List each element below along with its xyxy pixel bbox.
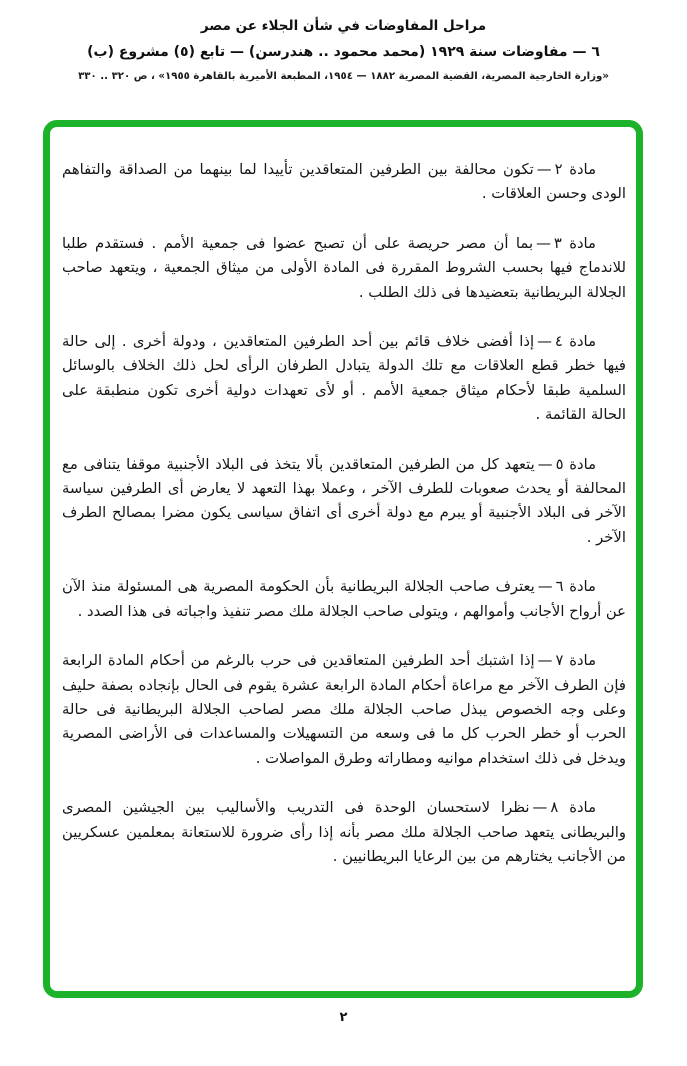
article-label: مادة ٦ — [555, 578, 596, 596]
article-body: يعترف صاحب الجلالة البريطانية بأن الحكومة المصرية هى المسئولة منذ الآن عن أرواح الأجانب وأموالهم ، ويتولى صاحب الجلالة ملك مصر تنفيذ واجباته فى هذا الصدد . — [62, 578, 626, 620]
page-number: ٢ — [339, 1010, 348, 1025]
article-label: مادة ٤ — [554, 333, 596, 351]
article-body: يتعهد كل من الطرفين المتعاقدين بألا يتخذ فى البلاد الأجنبية موقفا يتنافى مع المحالفة أو يحدث صعوبات للطرف الآخر ، وعملا بهذا التعهد لا يعارض أى الطرفين سياسة الآخر فى البلاد الأجنبية أو يبرم مع دولة أخرى أى اتفاق سياسى يكون مضرا بمصالح الطرف الآخر . — [62, 455, 626, 546]
article-dash: — — [536, 234, 551, 252]
article-dash: — — [532, 799, 548, 817]
article-paragraph-4 — [62, 330, 626, 428]
article-dash: — — [537, 652, 553, 670]
article-body: إذا اشتبك أحد الطرفين المتعاقدين فى حرب بالرغم من أحكام المادة الرابعة فإن الطرف الآخر مع مراعاة أحكام المادة الرابعة عشرة يقوم فى الحال بإنجاده بصفة حليف وعلى وجه الخصوص يبذل صاحب الجلالة ملك مصر لصاحب الجلالة البريطانية فى حالة الحرب أو خطر الحرب كل ما فى وسعه من التسهيلات والمساعدات فى الأراضى المصرية ويدخل فى ذلك استخدام موانيه ومطاراته وطرق المواصلات . — [62, 652, 626, 767]
article-body: بما أن مصر حريصة على أن تصبح عضوا فى جمعية الأمم . فستقدم طلبا للاندماج فيها بحسب الشروط المقررة فى المادة الأولى من ميثاق الجمعية ، ويتعهد صاحب الجلالة البريطانية بتعضيدها فى ذلك الطلب . — [62, 234, 626, 301]
article-dash: — — [537, 333, 552, 351]
article-label: مادة ٧ — [555, 652, 596, 670]
article-dash: — — [536, 161, 552, 178]
source-citation: «وزارة الخارجية المصرية، القضية المصرية ١٨٨٢ — ١٩٥٤، المطبعة الأميرية بالقاهرة ١٩٥٥» ، ص ٣٢٠ .. ٣٣٠ — [78, 71, 609, 82]
article-paragraph-5 — [62, 453, 626, 551]
article-label: مادة ٥ — [555, 455, 596, 473]
article-label: مادة ٣ — [553, 234, 596, 252]
article-paragraph-3 — [62, 232, 626, 305]
article-dash: — — [537, 455, 553, 473]
articles-content — [50, 127, 636, 869]
article-paragraph-8 — [62, 796, 626, 869]
article-label: مادة ٢ — [554, 161, 596, 178]
article-paragraph-6 — [62, 575, 626, 624]
page-subtitle: ٦ — مفاوضات سنة ١٩٢٩ (محمد محمود .. هندرسن) — تابع (٥) مشروع (ب) — [87, 44, 600, 60]
article-body: إذا أفضى خلاف قائم بين أحد الطرفين المتعاقدين ، ودولة أخرى . إلى حالة فيها خطر قطع العلاقات مع تلك الدولة يتبادل الطرفان الرأى لحل ذلك الخلاف بالوسائل السلمية طبقا لأحكام ميثاق جمعية الأمم . أو لأى تعهدات دولية أخرى تكون منطبقة على الحالة القائمة . — [62, 333, 626, 424]
page-header — [0, 18, 687, 82]
green-border-frame — [43, 120, 643, 998]
article-body: نظرا لاستحسان الوحدة فى التدريب والأساليب بين الجيشين المصرى والبريطانى يتعهد صاحب الجلالة ملك مصر بأنه إذا رأى ضرورة للاستعانة بمعلمين عسكريين من الأجانب يختارهم من بين الرعايا البريطانيين . — [62, 799, 626, 865]
page-title: مراحل المفاوضات في شأن الجلاء عن مصر — [200, 18, 487, 34]
article-body: تكون محالفة بين الطرفين المتعاقدين تأييدا لما بينهما من الصداقة والتفاهم الودى وحسن العلاقات . — [62, 161, 626, 203]
article-paragraph-7 — [62, 649, 626, 771]
article-dash: — — [537, 578, 553, 596]
article-paragraph-2 — [62, 158, 626, 207]
article-label: مادة ٨ — [550, 799, 596, 817]
